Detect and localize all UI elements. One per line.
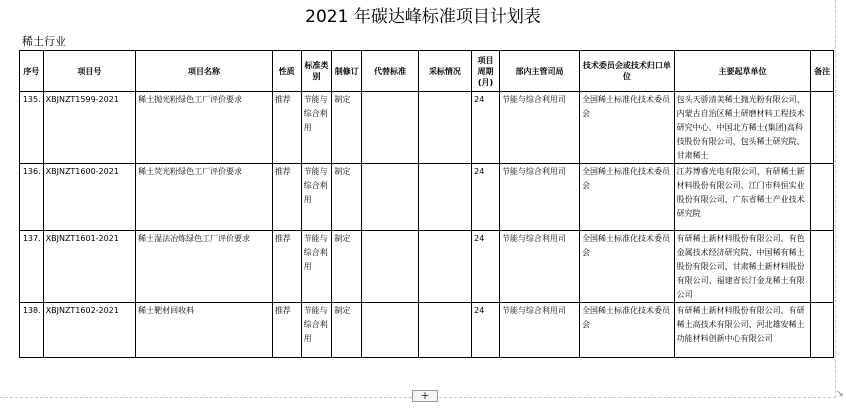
- cell-note[interactable]: [811, 92, 834, 164]
- cell-seq[interactable]: 137.: [20, 231, 44, 303]
- cell-name[interactable]: 稀土靶材回收料: [136, 303, 273, 358]
- cell-adopt[interactable]: [418, 92, 471, 164]
- header-code: 项目号: [43, 51, 136, 92]
- header-seq: 序号: [20, 51, 44, 92]
- cell-nature[interactable]: 推荐: [272, 303, 301, 358]
- cell-replace[interactable]: [362, 92, 419, 164]
- cell-drafter[interactable]: 有研稀土新材料股份有限公司、有研稀土高技术有限公司、河北雄安稀土功能材料创新中心有限公司: [674, 303, 811, 358]
- cell-adopt[interactable]: [418, 231, 471, 303]
- cell-code[interactable]: XBJNZT1599-2021: [43, 92, 136, 164]
- header-category: 标准类别: [301, 51, 332, 92]
- cell-tc[interactable]: 全国稀土标准化技术委员会: [580, 164, 675, 231]
- cell-nature[interactable]: 推荐: [272, 92, 301, 164]
- cell-note[interactable]: [811, 231, 834, 303]
- cell-category[interactable]: 节能与综合利用: [301, 92, 332, 164]
- cell-cycle[interactable]: 24: [472, 164, 500, 231]
- cell-nature[interactable]: 推荐: [272, 231, 301, 303]
- cell-dept[interactable]: 节能与综合利用司: [499, 164, 579, 231]
- page-title: 2021 年碳达峰标准项目计划表: [305, 7, 541, 27]
- cell-replace[interactable]: [362, 231, 419, 303]
- table-row: [20, 231, 834, 303]
- industry-label: 稀土行业: [22, 35, 66, 48]
- resize-corner-icon[interactable]: ↘: [836, 389, 844, 399]
- header-cycle: 项目周期(月): [472, 51, 500, 92]
- cell-revise[interactable]: 制定: [332, 164, 362, 231]
- header-name: 项目名称: [136, 51, 273, 92]
- cell-tc[interactable]: 全国稀土标准化技术委员会: [580, 231, 675, 303]
- cell-adopt[interactable]: [418, 303, 471, 358]
- cell-drafter[interactable]: 有研稀土新材料股份有限公司、有色金属技术经济研究院、中国稀有稀土股份有限公司、甘肃稀土新材料股份有限公司、福建省长汀金龙稀土有限公司: [674, 231, 811, 303]
- add-sheet-button[interactable]: +: [412, 390, 438, 402]
- table-row: [20, 303, 834, 358]
- cell-code[interactable]: XBJNZT1601-2021: [43, 231, 136, 303]
- cell-category[interactable]: 节能与综合利用: [301, 231, 332, 303]
- cell-adopt[interactable]: [418, 164, 471, 231]
- cell-name[interactable]: 稀土荧光粉绿色工厂评价要求: [136, 164, 273, 231]
- header-note: 备注: [811, 51, 834, 92]
- cell-seq[interactable]: 138.: [20, 303, 44, 358]
- header-dept: 部内主管司局: [499, 51, 579, 92]
- cell-drafter[interactable]: 包头天骄清美稀土抛光粉有限公司、内蒙古自治区稀土研磨材料工程技术研究中心、中国北方稀土(集团)高科技股份有限公司、包头稀土研究院、甘肃稀土: [674, 92, 811, 164]
- cell-dept[interactable]: 节能与综合利用司: [499, 303, 579, 358]
- cell-cycle[interactable]: 24: [472, 231, 500, 303]
- cell-code[interactable]: XBJNZT1602-2021: [43, 303, 136, 358]
- cell-dept[interactable]: 节能与综合利用司: [499, 231, 579, 303]
- header-revise: 制修订: [332, 51, 362, 92]
- cell-dept[interactable]: 节能与综合利用司: [499, 92, 579, 164]
- cell-category[interactable]: 节能与综合利用: [301, 164, 332, 231]
- cell-cycle[interactable]: 24: [472, 303, 500, 358]
- cell-note[interactable]: [811, 303, 834, 358]
- table-row: [20, 164, 834, 231]
- cell-revise[interactable]: 制定: [332, 92, 362, 164]
- cell-name[interactable]: 稀土抛光粉绿色工厂评价要求: [136, 92, 273, 164]
- table-row: [20, 92, 834, 164]
- cell-seq[interactable]: 136.: [20, 164, 44, 231]
- cell-seq[interactable]: 135.: [20, 92, 44, 164]
- cell-code[interactable]: XBJNZT1600-2021: [43, 164, 136, 231]
- cell-name[interactable]: 稀土湿法冶炼绿色工厂评价要求: [136, 231, 273, 303]
- cell-replace[interactable]: [362, 303, 419, 358]
- cell-revise[interactable]: 制定: [332, 231, 362, 303]
- cell-drafter[interactable]: 江苏博睿光电有限公司、有研稀土新材料股份有限公司、江门市科恒实业股份有限公司、广东省稀土产业技术研究院: [674, 164, 811, 231]
- header-nature: 性质: [272, 51, 301, 92]
- cell-replace[interactable]: [362, 164, 419, 231]
- cell-tc[interactable]: 全国稀土标准化技术委员会: [580, 92, 675, 164]
- cell-revise[interactable]: 制定: [332, 303, 362, 358]
- header-tc: 技术委员会或技术归口单位: [580, 51, 675, 92]
- header-drafter: 主要起草单位: [674, 51, 811, 92]
- standards-plan-table: [19, 50, 834, 358]
- header-replace: 代替标准: [362, 51, 419, 92]
- cell-tc[interactable]: 全国稀土标准化技术委员会: [580, 303, 675, 358]
- cell-cycle[interactable]: 24: [472, 92, 500, 164]
- header-adopt: 采标情况: [418, 51, 471, 92]
- cell-nature[interactable]: 推荐: [272, 164, 301, 231]
- cell-category[interactable]: 节能与综合利用: [301, 303, 332, 358]
- cell-note[interactable]: [811, 164, 834, 231]
- table-header-row: [20, 51, 834, 92]
